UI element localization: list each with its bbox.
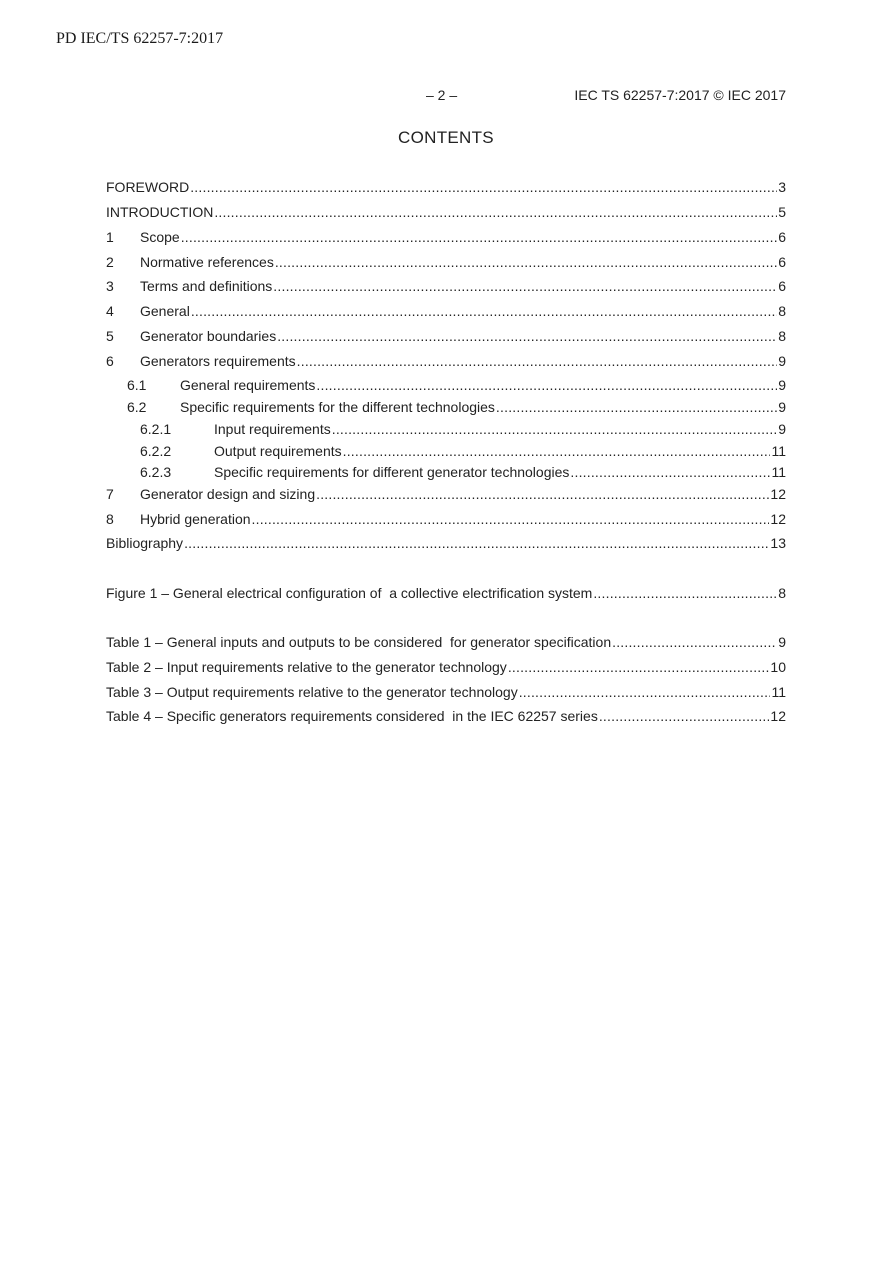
toc-leader-dots [191,301,777,321]
toc-entry-title: Table 1 – General inputs and outputs to be considered for generator specification [106,634,612,650]
toc-leader-dots [184,533,769,553]
toc-entry-title: Generators requirements [140,353,296,369]
toc-entry-page: 12 [770,486,786,502]
toc-leader-dots [252,509,770,529]
toc-entry-page: 13 [770,535,786,551]
toc-entry-output-requirements[interactable] [106,441,786,461]
toc-entry-generator-design-and-sizing[interactable] [106,484,786,504]
toc-entry-page: 11 [771,684,786,700]
toc-entry-general[interactable] [106,301,786,321]
toc-leader-dots [273,276,777,296]
toc-entry-page: 10 [770,659,786,675]
toc-leader-dots [496,397,777,417]
toc-entry-number: 5 [106,328,114,344]
toc-entry-page: 8 [778,328,786,344]
toc-entry-general-requirements[interactable] [106,375,786,395]
toc-entry-bibliography[interactable] [106,533,786,553]
toc-leader-dots [508,657,770,677]
toc-entry-scope[interactable] [106,227,786,247]
toc-leader-dots [275,252,777,272]
page-number: – 2 – [426,87,458,103]
toc-entry-title: Figure 1 – General electrical configuration of a collective electrification system [106,585,593,601]
toc-entry-terms-and-definitions[interactable] [106,276,786,296]
toc-entry-title: Output requirements [214,443,342,459]
toc-entry-number: 8 [106,511,114,527]
toc-entry-page: 8 [778,585,786,601]
toc-entry-page: 9 [778,421,786,437]
toc-entry-figure-1[interactable] [106,583,786,603]
toc-entry-number: 7 [106,486,114,502]
toc-entry-specific-requirements-generator-technologies[interactable] [106,462,786,482]
toc-leader-dots [277,326,777,346]
toc-leader-dots [599,706,770,726]
toc-entry-title: Bibliography [106,535,184,551]
toc-entry-title: Table 2 – Input requirements relative to the generator technology [106,659,507,675]
toc-entry-page: 9 [778,634,786,650]
toc-entry-page: 3 [778,179,786,195]
toc-entry-page: 12 [770,708,786,724]
toc-leader-dots [190,177,777,197]
toc-entry-title: Specific requirements for different generator technologies [214,464,570,480]
toc-entry-number: 6.2 [127,399,147,415]
toc-entry-hybrid-generation[interactable] [106,509,786,529]
toc-entry-number: 6.2.2 [140,443,172,459]
toc-entry-input-requirements[interactable] [106,419,786,439]
toc-entry-title: Table 4 – Specific generators requirements considered in the IEC 62257 series [106,708,598,724]
toc-entry-page: 8 [778,303,786,319]
toc-entry-page: 11 [771,443,786,459]
toc-entry-number: 3 [106,278,114,294]
toc-entry-title: INTRODUCTION [106,204,214,220]
toc-leader-dots [181,227,778,247]
toc-leader-dots [316,375,777,395]
toc-leader-dots [612,632,777,652]
toc-entry-number: 2 [106,254,114,270]
toc-entry-page: 6 [778,229,786,245]
toc-entry-number: 4 [106,303,114,319]
toc-entry-table-3[interactable] [106,682,786,702]
toc-entry-page: 6 [778,254,786,270]
toc-entry-number: 6.2.3 [140,464,172,480]
toc-leader-dots [343,441,771,461]
toc-entry-generator-boundaries[interactable] [106,326,786,346]
toc-entry-title: FOREWORD [106,179,190,195]
toc-entry-introduction[interactable] [106,202,786,222]
toc-leader-dots [316,484,769,504]
toc-entry-number: 6.1 [127,377,147,393]
toc-entry-table-4[interactable] [106,706,786,726]
contents-title: CONTENTS [398,128,494,147]
toc-leader-dots [297,351,778,371]
toc-entry-title: General [140,303,190,319]
toc-entry-page: 12 [770,511,786,527]
toc-entry-normative-references[interactable] [106,252,786,272]
toc-entry-page: 9 [778,377,786,393]
toc-entry-number: 1 [106,229,114,245]
toc-entry-foreword[interactable] [106,177,786,197]
toc-entry-page: 9 [778,353,786,369]
page-header [0,87,892,105]
toc-entry-page: 9 [778,399,786,415]
toc-entry-title: General requirements [180,377,316,393]
toc-entry-title: Generator design and sizing [140,486,316,502]
toc-entry-table-1[interactable] [106,632,786,652]
toc-leader-dots [332,419,777,439]
toc-entry-table-2[interactable] [106,657,786,677]
toc-entry-page: 11 [771,464,786,480]
toc-entry-title: Specific requirements for the different technologies [180,399,495,415]
toc-leader-dots [570,462,770,482]
standard-identifier: IEC TS 62257-7:2017 © IEC 2017 [574,87,786,103]
toc-entry-number: 6 [106,353,114,369]
toc-entry-title: Hybrid generation [140,511,251,527]
toc-entry-number: 6.2.1 [140,421,172,437]
toc-entry-title: Terms and definitions [140,278,273,294]
toc-entry-title: Input requirements [214,421,331,437]
toc-leader-dots [593,583,777,603]
toc-entry-title: Table 3 – Output requirements relative to the generator technology [106,684,518,700]
toc-entry-generators-requirements[interactable] [106,351,786,371]
toc-entry-page: 6 [778,278,786,294]
toc-entry-title: Scope [140,229,180,245]
document-reference: PD IEC/TS 62257-7:2017 [56,30,224,47]
toc-entry-title: Normative references [140,254,274,270]
toc-leader-dots [519,682,771,702]
toc-entry-page: 5 [778,204,786,220]
toc-entry-title: Generator boundaries [140,328,277,344]
toc-entry-specific-requirements-technologies[interactable] [106,397,786,417]
toc-leader-dots [214,202,777,222]
